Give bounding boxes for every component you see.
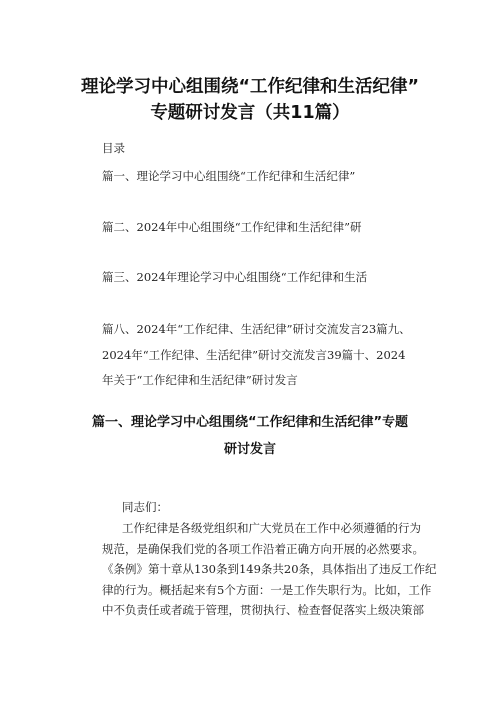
paragraph-line: 《条例》第十章从130条到149条共20条，具体指出了违反工作纪: [102, 562, 437, 576]
toc-item-1: 篇一、理论学习中心组围绕“工作纪律和生活纪律”: [102, 169, 356, 183]
body-paragraph: [102, 518, 437, 621]
paragraph-line: 工作纪律是各级党组织和广大党员在工作中必须遵循的行为: [122, 521, 421, 535]
section-heading-line-2: 研讨发言: [223, 442, 276, 457]
toc-label: 目录: [102, 141, 125, 155]
document-title-line-1: 理论学习中心组围绕“工作纪律和生活纪律”: [80, 77, 419, 97]
paragraph-line: 规范，是确保我们党的各项工作沿着正确方向开展的必然要求。: [102, 541, 424, 556]
toc-item-2: 篇二、2024年中心组围绕“工作纪律和生活纪律”研: [102, 220, 362, 234]
greeting: 同志们：: [122, 500, 168, 514]
toc-item-4-line-2: 2024年“工作纪律、生活纪律”研讨交流发言39篇十、2024: [102, 348, 406, 362]
paragraph-line: 中不负责任或者疏于管理，贯彻执行、检查督促落实上级决策部: [102, 603, 424, 617]
section-heading-line-1: 篇一、理论学习中心组围绕“工作纪律和生活纪律”专题: [91, 415, 409, 430]
paragraph-line: 律的行为。概括起来有5个方面：一是工作失职行为。比如，工作: [102, 582, 432, 597]
toc-item-4-line-3: 年关于“工作纪律和生活纪律”研讨发言: [102, 373, 298, 387]
document-title-line-2: 专题研讨发言（共11篇）: [150, 103, 350, 123]
toc-item-4-line-1: 篇八、2024年“工作纪律、生活纪律”研讨交流发言23篇九、: [102, 322, 411, 336]
toc-item-3: 篇三、2024年理论学习中心组围绕“工作纪律和生活: [102, 270, 368, 284]
